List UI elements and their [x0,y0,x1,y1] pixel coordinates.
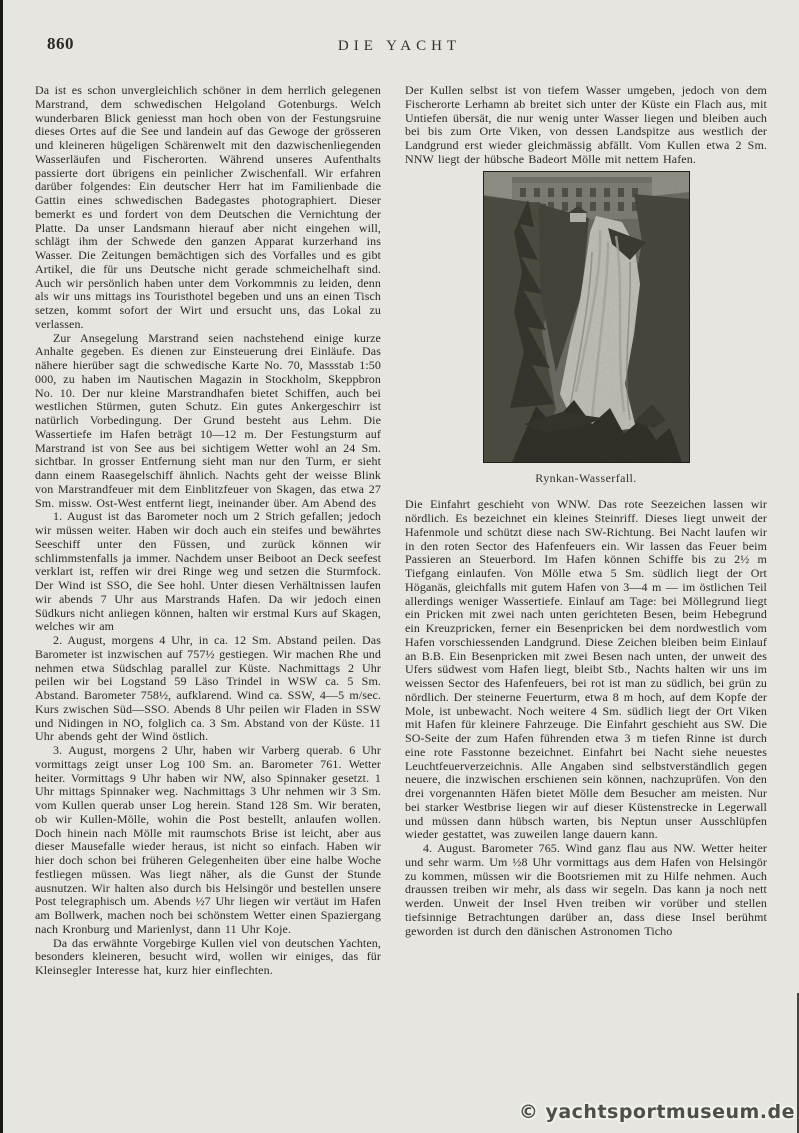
paragraph: 1. August ist das Barometer noch um 2 Strich gefallen; jedoch wir müssen weiter. Haben wir doch auch ein steifes und bewährtes Seeschiff unter den Füssen, und zurück können wir schlimmstenfalls ja immer. Nachdem unser Beiboot an Deck seefest verklart ist, reffen wir drei Ringe weg und setzen die Sturmfock. Der Wind ist SSO, die See hohl. Unter diesen Verhältnissen laufen wir abends 7 Uhr aus Marstrands Hafen. Da wir jedoch einen Südkurs nicht anliegen können, halten wir erstmal Kurs auf Skagen, welches wir am [35,509,381,634]
waterfall-figure [483,171,690,486]
paragraph: Zur Ansegelung Marstrand seien nachstehend einige kurze Anhalte gegeben. Es dienen zur Einsteuerung drei Einläufe. Das nähere hierüber sagt die schwedische Karte No. 70, Massstab 1:50 000, zu haben im Nautischen Magazin in Stockholm, Skeppbron No. 10. Der nur kleine Marstrandhafen bietet Schiffen, auch bei westlichen Stürmen, guten Schutz. Ein gutes Ankergeschirr ist natürlich Vorbedingung. Der Grund besteht aus Lehm. Die Wassertiefe im Hafen beträgt 10—12 m. Der Festungsturm auf Marstrand ist von See aus bei sichtigem Wetter wohl an 24 Sm. sichtbar. In grosser Entfernung sieht man nur den Turm, er sieht dann einem Raasegelschiff ähnlich. Nachts geht der weisse Blink von Marstrandfeuer mit dem Einblitzfeuer von Skagen, das etwa 27 Sm. missw. Ost-West entfernt liegt, ineinander über. Am Abend des [35,330,381,510]
paragraph: Die Einfahrt geschieht von WNW. Das rote Seezeichen lassen wir nördlich. Es bezeichnet ein kleines Steinriff. Dieses liegt unweit der Hafenmole und schützt diese nach SW-Richtung. Bei Nacht laufen wir in den roten Sector des Hafenfeuers ein. Wir lassen das Feuer beim Passieren an Steuerbord. Im Hafen können Schiffe bis zu 2½ m Tiefgang einlaufen. Von Mölle etwa 5 Sm. südlich liegt der Ort Höganäs, gleichfalls mit gutem Hafen von 3—4 m — im östlichen Teil allerdings weniger Wassertiefe. Einlauf am Tage: bei Möllegrund liegt ein Pricken mit zwei nach unten gerichteten Besen, beim Hebegrund ein Kreuzpricken, ferner ein Besenpricken bei dem nordwestlich vom Hafen vorschiessenden Landgrund. Diese Zeichen bleiben beim Einlauf an B.B. Ein Besenpricken mit zwei Besen nach unten, der unweit des Ufers südwest vom Hafen liegt, bleibt Stb., Nachts halten wir uns im weissen Sector des Hafenfeuers, bei rot ist man zu südlich, bei grün zu nördlich. Der steinerne Feuerturm, etwa 8 m hoch, auf dem Kopfe der Mole, ist unbewacht. Noch weitere 4 Sm. südlich liegt der Ort Viken mit Hafen für kleinere Fahrzeuge. Die Einfahrt geschieht aus SW. Die SO-Seite der zum Hafen führenden etwa 3 m tiefen Rinne ist durch eine rote Fasstonne bezeichnet. Einfahrt bei Nacht siehe neuestes Leuchtfeuerverzeichnis. Alle Angaben sind selbstverständlich gegen neuere, die inzwischen erschienen sein können, nachzuprüfen. Von den drei vorgenannten Häfen bietet Mölle dem Besucher am meisten. Nur bei starker Westbrise liegen wir auf dieser Küstenstrecke in Legerwall und müssen dann hübsch warten, bis Neptun unser Ausschlüpfen wieder gestattet, was zuweilen lange dauern kann. [405,497,767,842]
right-column [405,84,767,978]
paragraph: 4. August. Barometer 765. Wind ganz flau aus NW. Wetter heiter und sehr warm. Um ½8 Uhr vormittags aus dem Hafen von Helsingör zu kommen, müssen wir die Bootsriemen mit zu Hilfe nehmen. Auch draussen treiben wir mehr, als dass wir segeln. Das kann ja noch nett werden. Unweit der Insel Hven treiben wir vorüber und stellen tiefsinnige Betrachtungen darüber an, dass diese Insel berühmt geworden ist durch den dänischen Astronomen Ticho [405,841,767,938]
paragraph: Da ist es schon unvergleichlich schöner in dem herrlich gelegenen Marstrand, dem schwedischen Helgoland Gotenburgs. Welch wunderbaren Blick geniesst man hoch oben von der Festungsruine dieses Ortes auf die See und landein auf das Gewoge der grösseren und kleineren hügeligen Schärenwelt mit den dazwischenliegenden Wasserläufen und Fischerorten. Während unseres Aufenthalts passierte dort übrigens ein peinlicher Zwischenfall. Wir erfahren darüber folgendes: Ein deutscher Herr hat im Familienbade die Gattin eines schwedischen Badegastes photographiert. Dieser bemerkt es und fordert von dem Deutschen die Vernichtung der Platte. Da unser Landsmann hierauf aber nicht eingehen will, schlägt ihm der Schwede den ganzen Apparat kurzerhand ins Wasser. Die Zeitungen bemächtigen sich des Vorfalles und es gibt Artikel, die für uns Deutsche nicht gerade schmeichelhaft sind. Auch wir persönlich haben unter dem Vorkommnis zu leiden, denn als wir uns mittags ins Touristhotel begeben und uns an einen Tisch setzen, kommt sofort der Wirt und ersucht uns, das Lokal zu verlassen. [35,83,381,331]
scan-edge-artifact-left [0,0,3,1133]
paragraph: Da das erwähnte Vorgebirge Kullen viel von deutschen Yachten, besonders kleineren, besucht wird, wollen wir einiges, das für Kleinsegler Interesse hat, kurz hier einflechten. [35,935,381,977]
paragraph: 2. August, morgens 4 Uhr, in ca. 12 Sm. Abstand peilen. Das Barometer ist inzwischen auf 757½ gestiegen. Wir machen Rhe und nehmen etwa Südschlag parallel zur Küste. Nachmittags 2 Uhr peilen wir bei Logstand 59 Läso Trindel in WSW ca. 5 Sm. Abstand. Barometer 758½, aufklarend. Wind ca. SSW, 4—5 m/sec. Kurs zwischen Süd—SSO. Abends 8 Uhr peilen wir Fladen in SSW und Nidingen in NO, folglich ca. 3 Sm. Abstand von der Küste. 11 Uhr abends geht der Wind östlich. [35,633,381,744]
text-columns [35,84,767,978]
waterfall-photo [483,171,690,463]
left-column [35,84,381,978]
journal-title: DIE YACHT [337,38,462,54]
figure-caption: Rynkan-Wasserfall. [535,470,637,485]
paragraph: Der Kullen selbst ist von tiefem Wasser umgeben, jedoch von dem Fischerorte Lerhamn ab breitet sich unter der Küste ein Flach aus, mit Untiefen übersät, die nur wenig unter Wasser liegen und bleiben auch bei bis zum Orte Viken, von dessen Landspitze aus westlich der Landgrund erst wieder gleichmässig abfällt. Vom Kullen etwa 2 Sm. NNW liegt der hübsche Badeort Mölle mit nettem Hafen. [405,83,767,166]
paragraph: 3. August, morgens 2 Uhr, haben wir Varberg querab. 6 Uhr vormittags zeigt unser Log 100 Sm. an. Barometer 761. Wetter heiter. Vormittags 9 Uhr haben wir NW, also Spinnaker gesetzt. 1 Uhr mittags Spinnaker weg. Nachmittags 3 Uhr nehmen wir 3 Sm. vom Kullen querab unser Log herein. Stand 128 Sm. Wir beraten, ob wir Kullen-Mölle, wohin die Post bestellt, anlaufen wollen. Doch hinein nach Mölle mit raumschots Brise ist leicht, aber aus dieser Mausefalle wieder heraus, ist nicht so einfach. Haben wir hier doch schon bei früheren Gelegenheiten über eine halbe Woche festliegen müssen. Was liegt näher, als die Gunst der Stunde ausnutzen. Wir halten also durch bis Helsingör und bestellen unsere Post telegraphisch um. Abends ½7 Uhr liegen wir vertäut im Hafen am Bollwerk, machen noch bei schönstem Wetter einen Spaziergang nach Kronburg und Marienlyst, dann 11 Uhr Koje. [35,743,381,936]
page-number: 860 [47,34,74,53]
watermark: © yachtsportmuseum.de [518,1101,795,1123]
